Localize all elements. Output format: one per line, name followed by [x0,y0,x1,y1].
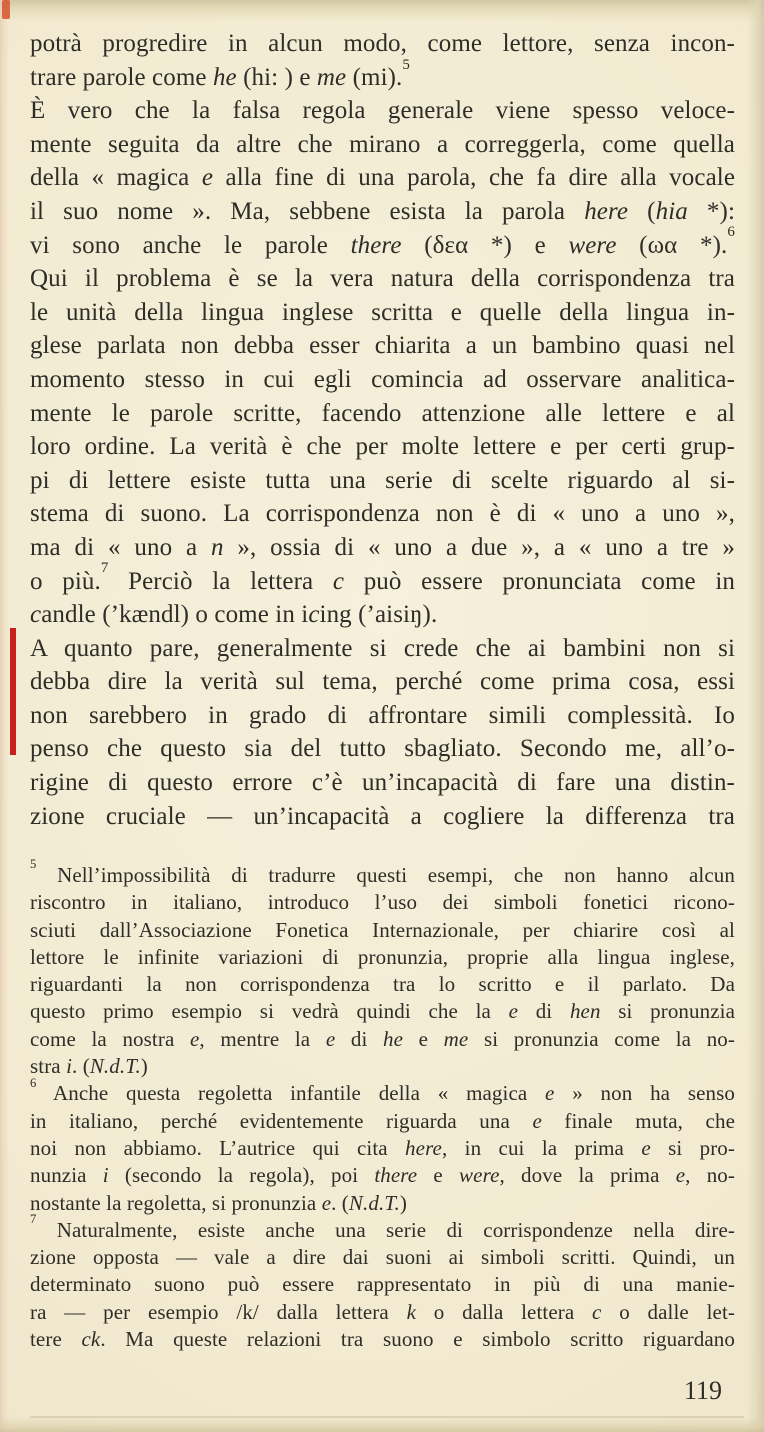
text-line: non sarebbero in grado di affrontare simili complessità. Io [30,701,735,729]
scan-edge-top [0,0,764,22]
text-line: A quanto pare, generalmente si crede che ai bambini non si [30,634,735,662]
text-line: vi sono anche le parole there (δεα *) e were (ωα *).$^6$ [30,224,735,259]
footnote-line: nostante la regoletta, si pronunzia e. (N.d.T.) [30,1190,407,1215]
scan-edge-right [747,0,764,1432]
footnote-line: riscontro in italiano, introduco l’uso dei simboli fonetici ricono- [30,890,735,915]
footnote-line: $^5$ Nell’impossibilità di tradurre questi esempi, che non hanno alcun [30,857,735,887]
text-line: potrà progredire in alcun modo, come lettore, senza incon- [30,30,735,57]
text-line: il suo nome ». Ma, sebbene esista la parola here (hia *): [30,197,736,225]
scan-edge-bottom [0,1417,764,1432]
scan-corner-mark [2,0,10,19]
text-line: rigine di questo errore c’è un’incapacità di fare una distin- [30,769,735,797]
footnote-line: $^6$ Anche questa regoletta infantile della « magica e » non ha senso [30,1075,735,1106]
text-line: loro ordine. La verità è che per molte lettere e per certi grup- [30,433,735,461]
footnote-6 [30,1075,735,1216]
page-number: 119 [684,1376,723,1405]
text-line: penso che questo sia del tutto sbagliato. Secondo me, all’o- [30,735,735,763]
text-line: o più.$^7$ Perciò la lettera c può essere pronunciata come in [30,560,736,595]
footnote-line: determinato suono può essere rappresentato in più di una manie- [30,1272,735,1297]
text-line: zione cruciale — un’incapacità a cogliere la differenza tra [30,802,735,830]
text-line: ma di « uno a n », ossia di « uno a due », a « uno a tre » [30,533,736,561]
footnote-line: zione opposta — vale a dire dai suoni ai simboli scritti. Quindi, un [30,1245,735,1270]
text-line: trare parole come he (hi: ) e me (mi).$^5$ [30,56,411,91]
text-line: glese parlata non debba esser chiarita a un bambino quasi nel [30,332,735,360]
scan-edge-left [0,0,9,1432]
text-line: mente seguita da altre che mirano a correggerla, come quella [30,130,735,158]
text-line: È vero che la falsa regola generale viene spesso veloce- [30,97,735,125]
footnote-line: come la nostra e, mentre la e di he e me si pronunzia come la no- [30,1026,735,1051]
footnote-line: nunzia i (secondo la regola), poi there e were, dove la prima e, no- [30,1163,735,1188]
text-line: della « magica e alla fine di una parola, che fa dire alla vocale [30,164,736,192]
text-line: pi di lettere esiste tutta una serie di scelte riguardo al si- [30,466,735,494]
text-line: le unità della lingua inglese scritta e quelle della lingua in- [30,298,735,326]
footnote-line: sciuti dall’Associazione Fonetica Internazionale, per chiarire così al [30,917,735,942]
footnote-5 [30,857,735,1080]
footnote-line: tere ck. Ma queste relazioni tra suono e simbolo scritto riguardano [30,1327,735,1352]
text-line: debba dire la verità sul tema, perché come prima cosa, essi [30,668,735,696]
footnote-line: riguardanti la non corrispondenza tra lo scritto e il parlato. Da [30,972,735,997]
footnote-7 [30,1212,735,1353]
footnote-line: ra — per esempio /k/ dalla lettera k o dalla lettera c o dalle let- [30,1299,735,1324]
text-line: mente le parole scritte, facendo attenzione alle lettere e al [30,399,735,427]
text-line: stema di suono. La corrispondenza non è di « uno a uno », [30,500,735,528]
text-line: momento stesso in cui egli comincia ad osservare analitica- [30,365,735,393]
footnote-line: noi non abbiamo. L’autrice qui cita here, in cui la prima e si pro- [30,1135,735,1160]
footnote-line: questo primo esempio si vedrà quindi che la e di hen si pronunzia [30,999,735,1024]
main-text [30,27,735,833]
margin-highlight-line [10,628,16,755]
footnotes [30,857,735,1353]
footnote-line: $^7$ Naturalmente, esiste anche una serie di corrispondenze nella dire- [30,1212,735,1242]
footnote-line: in italiano, perché evidentemente riguarda una e finale muta, che [30,1108,735,1133]
text-line: Qui il problema è se la vera natura della corrispondenza tra [30,265,735,293]
footnote-line: stra i. (N.d.T.) [30,1054,148,1079]
text-line: candle (’kændl) o come in icing (’aisiŋ). [30,601,438,629]
footnote-line: lettore le infinite variazioni di pronunzia, proprie alla lingua inglese, [30,944,735,969]
